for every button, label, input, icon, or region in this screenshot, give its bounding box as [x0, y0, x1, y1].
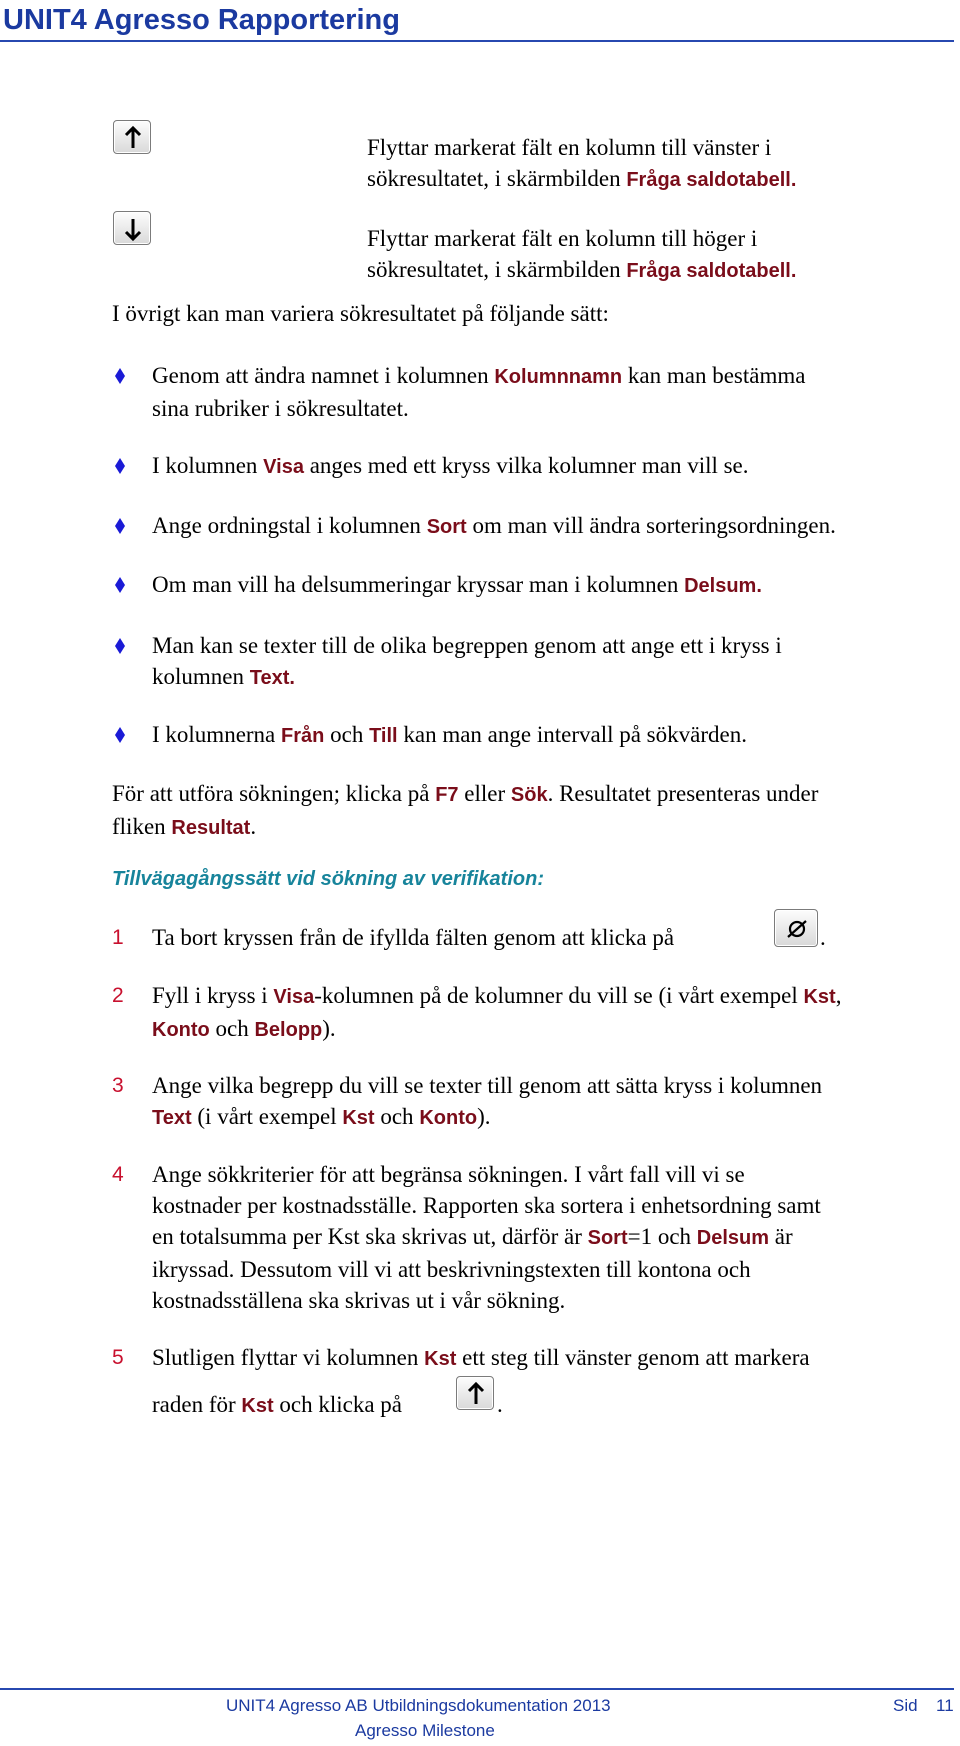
- keyword: Fråga saldotabell.: [626, 260, 797, 282]
- clear-icon: [774, 909, 818, 947]
- icon-row-description: Flyttar markerat fält en kolumn till höger i sökresultatet, i skärmbilden Fråga saldotabell.: [367, 226, 797, 282]
- arrow-up-icon: [456, 1376, 494, 1410]
- arrow-up-icon: [113, 120, 151, 154]
- footer-document-title: UNIT4 Agresso AB Utbildningsdokumentation 2013: [226, 1696, 611, 1715]
- step-number: 4: [112, 1163, 124, 1186]
- bullet-icon: [115, 577, 125, 593]
- step-end: .: [497, 1392, 503, 1417]
- step-text-line2: raden för Kst och klicka på: [152, 1392, 403, 1417]
- arrow-down-icon: [113, 211, 151, 245]
- bullet-item: Genom att ändra namnet i kolumnen Kolumnnamn kan man bestämma sina rubriker i sökresultatet.: [152, 363, 806, 421]
- bullet-icon: [115, 458, 125, 474]
- bullet-item: Man kan se texter till de olika begreppen genom att ange ett i kryss i kolumnen Text.: [152, 633, 782, 689]
- bullet-item: Om man vill ha delsummeringar kryssar man i kolumnen Delsum.: [152, 572, 762, 597]
- search-paragraph: För att utföra sökningen; klicka på F7 eller Sök. Resultatet presenteras under fliken Resultat.: [112, 781, 819, 839]
- bullet-item: I kolumnen Visa anges med ett kryss vilka kolumner man vill se.: [152, 453, 749, 478]
- icon-row-description: Flyttar markerat fält en kolumn till vänster i sökresultatet, i skärmbilden Fråga saldotabell.: [367, 135, 797, 191]
- step-number: 2: [112, 984, 124, 1007]
- step-text: Ange sökkriterier för att begränsa sökningen. I vårt fall vill vi se kostnader per kostnadsställe. Rapporten ska sortera i enhetsordning samt en totalsumma per Kst ska skrivas ut, därför är Sort=1 och Delsum är ikryssad. Dessutom vill vi att beskrivningstexten till kontona och kostnadsställena ska skrivas ut i vår sökning.: [152, 1162, 821, 1313]
- bullet-item: I kolumnerna Från och Till kan man ange intervall på sökvärden.: [152, 722, 747, 747]
- footer-divider: [0, 1688, 954, 1690]
- footer-product: Agresso Milestone: [355, 1721, 495, 1740]
- footer-page-label: Sid: [893, 1696, 918, 1715]
- step-end: .: [820, 925, 826, 950]
- section-subheading: Tillvägagångssätt vid sökning av verifikation:: [112, 868, 544, 890]
- keyword: Fråga saldotabell.: [626, 169, 797, 191]
- step-text: Slutligen flyttar vi kolumnen Kst ett steg till vänster genom att markera: [152, 1345, 810, 1370]
- bullet-item: Ange ordningstal i kolumnen Sort om man vill ändra sorteringsordningen.: [152, 513, 836, 538]
- footer-page-number: 11: [936, 1696, 954, 1715]
- step-number: 3: [112, 1074, 124, 1097]
- step-text: Ta bort kryssen från de ifyllda fälten genom att klicka på: [152, 925, 675, 950]
- bullet-icon: [115, 727, 125, 743]
- header-divider: [0, 40, 954, 42]
- step-number: 1: [112, 926, 124, 949]
- bullet-icon: [115, 368, 125, 384]
- intro-paragraph: I övrigt kan man variera sökresultatet på följande sätt:: [112, 301, 609, 326]
- step-number: 5: [112, 1346, 124, 1369]
- bullet-icon: [115, 638, 125, 654]
- step-text: Ange vilka begrepp du vill se texter till genom att sätta kryss i kolumnen Text (i vårt exempel Kst och Konto).: [152, 1073, 823, 1129]
- page-header-title: UNIT4 Agresso Rapportering: [3, 4, 400, 36]
- step-text: Fyll i kryss i Visa-kolumnen på de kolumner du vill se (i vårt exempel Kst, Konto och Belopp).: [152, 983, 842, 1041]
- bullet-icon: [115, 518, 125, 534]
